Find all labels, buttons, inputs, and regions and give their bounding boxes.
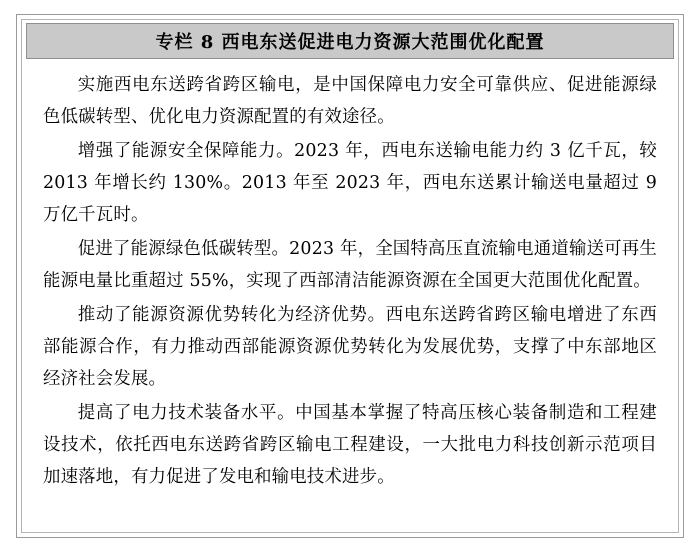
paragraph: 推动了能源资源优势转化为经济优势。西电东送跨省跨区输电增进了东西部能源合作，有力推动西部能源资源优势转化为发展优势，支撑了中东部地区经济社会发展。 [43, 305, 657, 389]
paragraph: 增强了能源安全保障能力。2023 年，西电东送输电能力约 3 亿千瓦，较 2013 年增长约 130%。2013 年至 2023 年，西电东送累计输送电量超过 9 万亿千瓦时。 [43, 141, 657, 225]
paragraph: 提高了电力技术装备水平。中国基本掌握了特高压核心装备制造和工程建设技术，依托西电东送跨省跨区输电工程建设，一大批电力科技创新示范项目加速落地，有力促进了发电和输电技术进步。 [43, 403, 657, 487]
callout-box [16, 14, 684, 538]
callout-content [43, 69, 657, 537]
callout-title-bar [26, 23, 674, 59]
paragraph: 促进了能源绿色低碳转型。2023 年，全国特高压直流输电通道输送可再生能源电量比重超过 55%，实现了西部清洁能源资源在全国更大范围优化配置。 [43, 239, 657, 291]
paragraph: 实施西电东送跨省跨区输电，是中国保障电力安全可靠供应、促进能源绿色低碳转型、优化电力资源配置的有效途径。 [43, 75, 657, 127]
callout-title: 专栏 8 西电东送促进电力资源大范围优化配置 [155, 32, 545, 53]
